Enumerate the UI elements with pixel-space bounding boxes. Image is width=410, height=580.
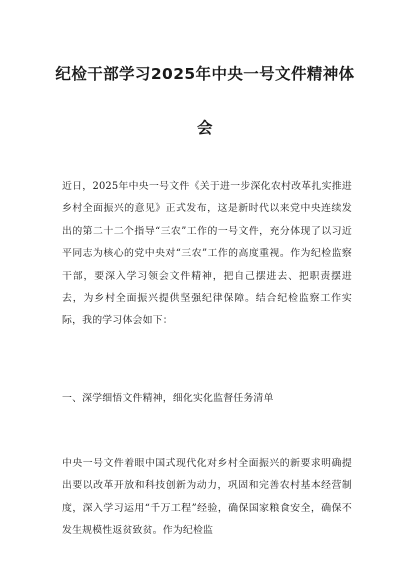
- document-title-line-2: 会: [197, 119, 213, 137]
- document-title-line-1: 纪检干部学习2025年中央一号文件精神体: [55, 65, 355, 83]
- intro-paragraph: 近日，2025年中央一号文件《关于进一步深化农村改革扎实推进乡村全面振兴的意见》正式发布，这是新时代以来党中央连续发出的第二十二个指导“三农”工作的一号文件，充分体现了以习近平同志为核心的党中央对“三农”工作的高度重视。作为纪检监察干部，要深入学习领会文件精神，把自己摆进去、把职责摆进去，为乡村全面振兴提供坚强纪律保障。结合纪检监察工作实际，我的学习体会如下：: [62, 181, 352, 327]
- section-heading-1: 一、深学细悟文件精神，细化实化监督任务清单: [62, 393, 274, 404]
- section-1-paragraph: 中央一号文件着眼中国式现代化对乡村全面振兴的新要求明确提出要以改革开放和科技创新为动力，巩固和完善农村基本经营制度，深入学习运用“千万工程”经验，确保国家粮食安全，确保不发生规模性返贫致贫。作为纪检监: [62, 458, 352, 537]
